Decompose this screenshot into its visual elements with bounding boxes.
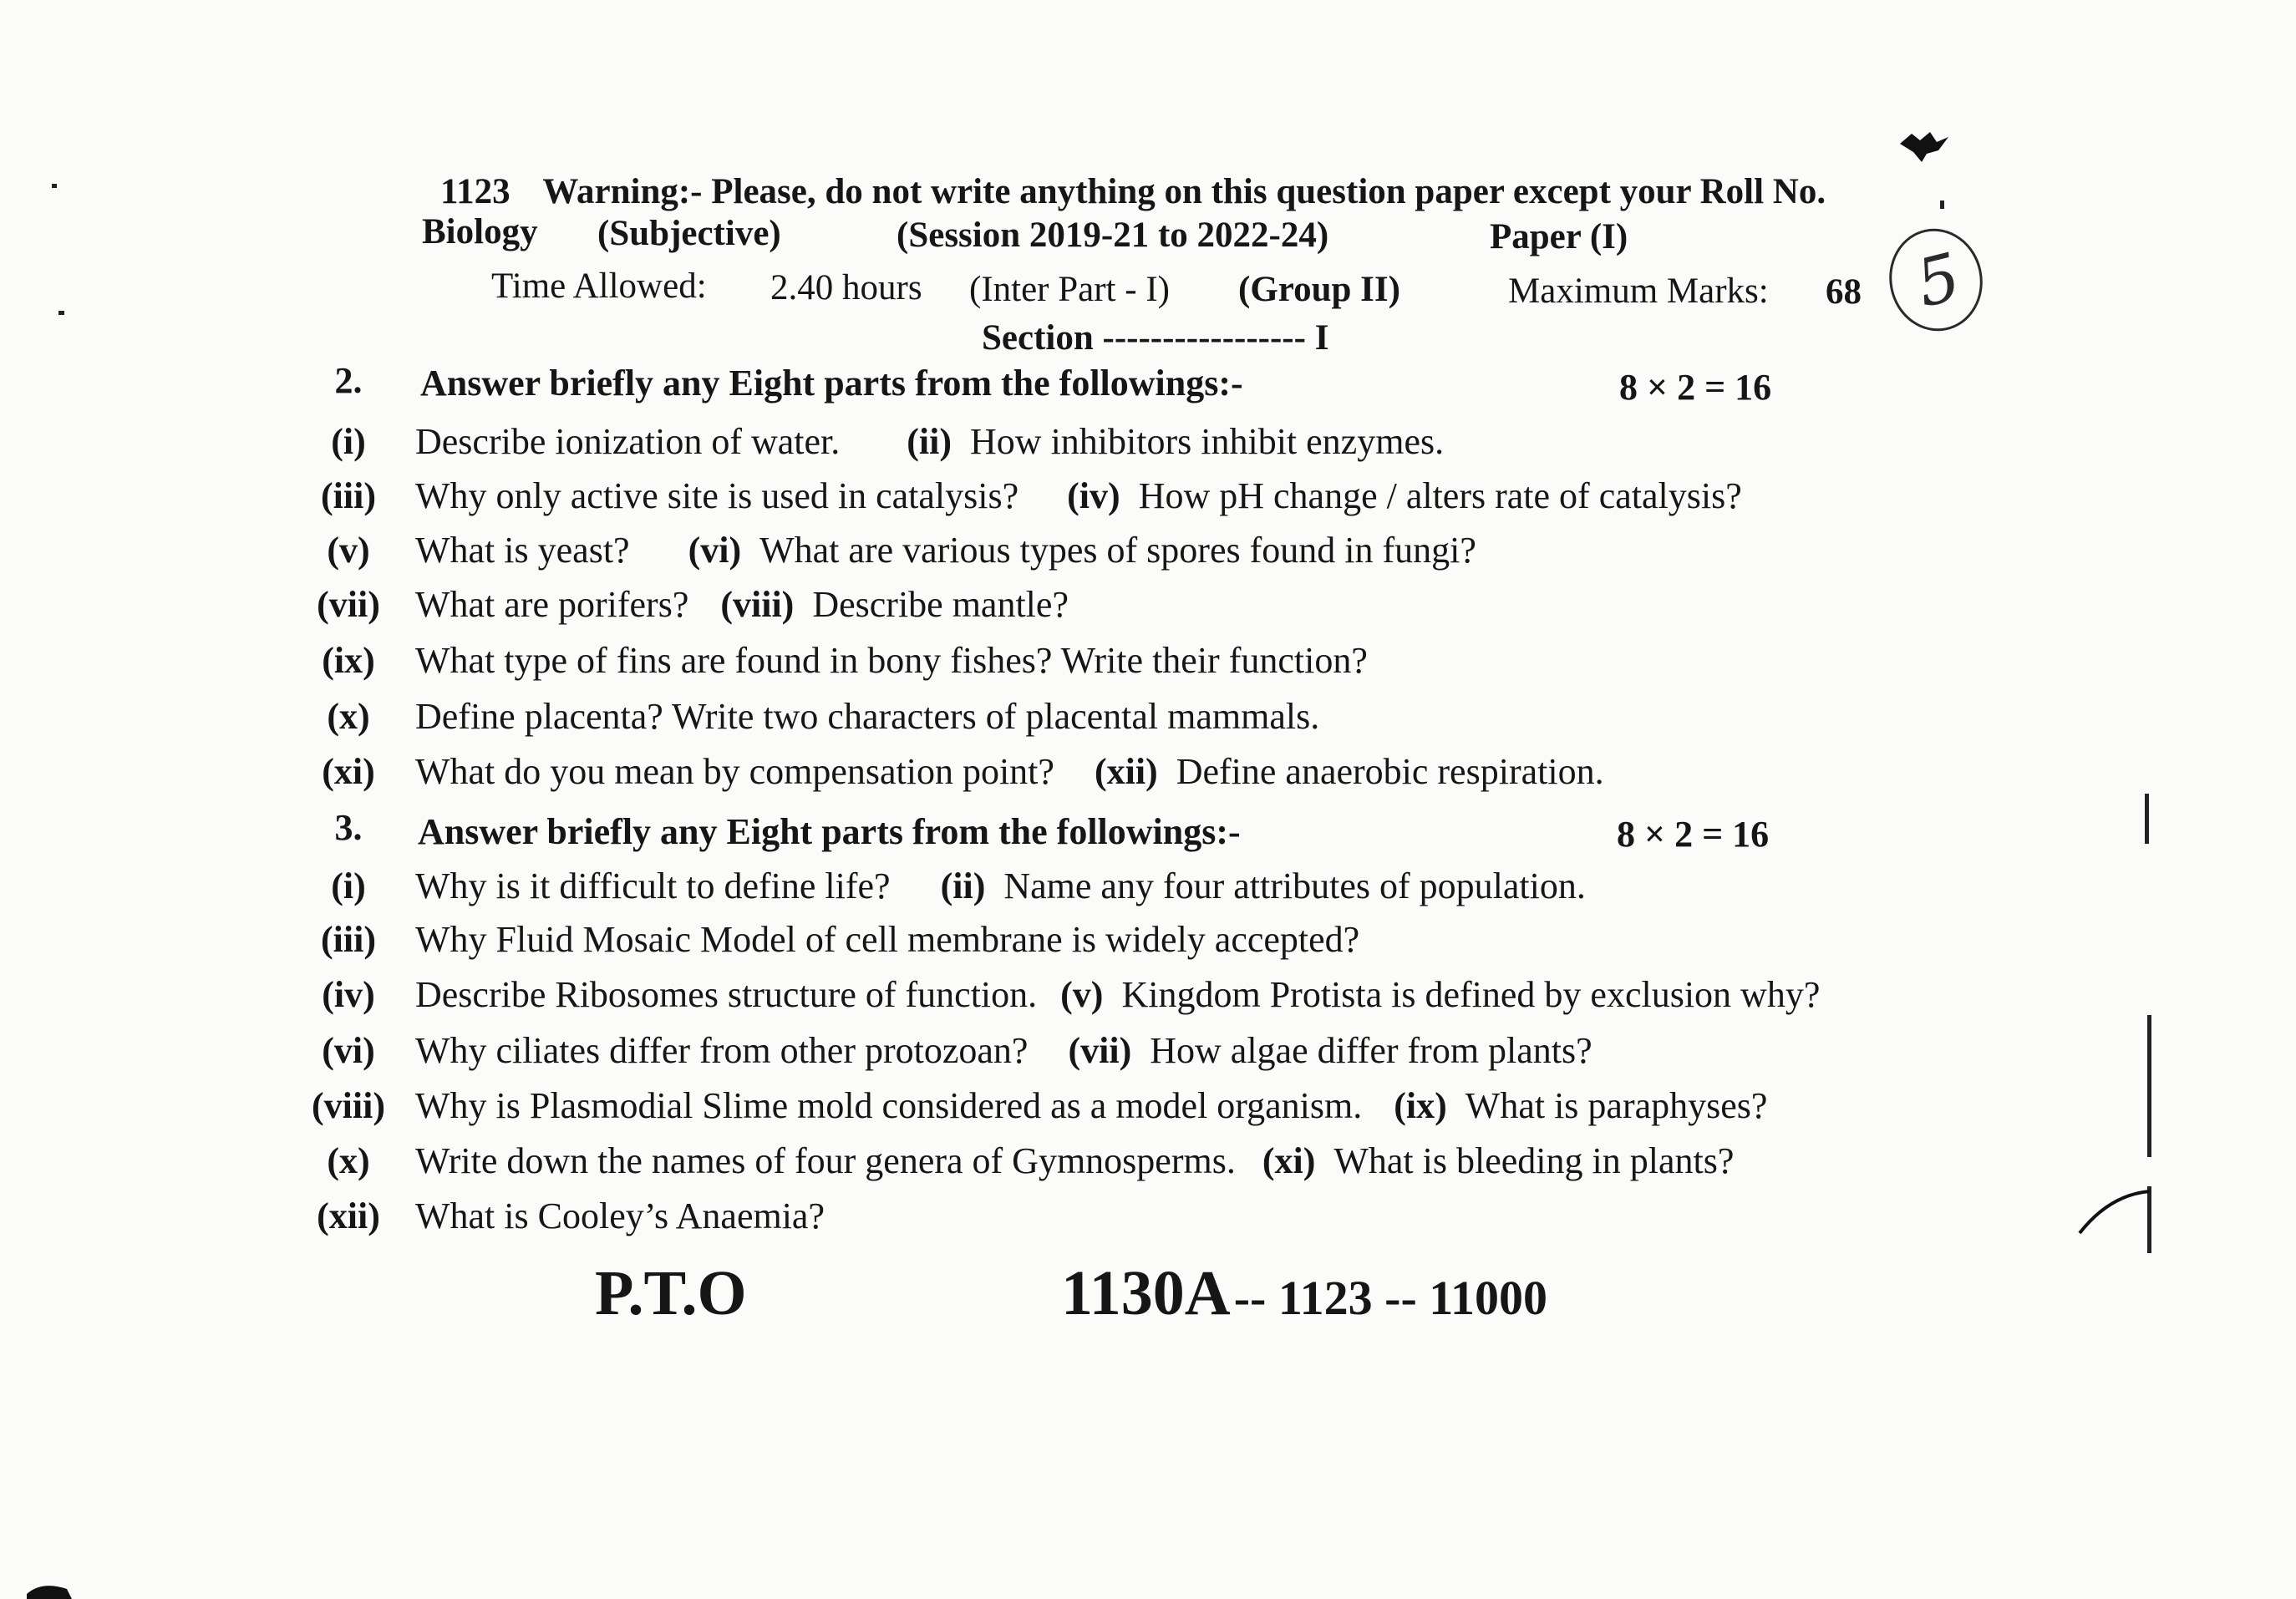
q2-sub-part-label: (ii) <box>907 421 952 462</box>
q2-question-text: What are porifers? <box>415 584 689 625</box>
q3-question-text: How algae differ from plants? <box>1150 1030 1592 1071</box>
q3-question-text: Describe Ribosomes structure of function. <box>415 974 1038 1015</box>
q3-part-number: (vi) <box>322 1030 375 1071</box>
q3-part-number: (viii) <box>312 1085 385 1126</box>
inter-part: (Inter Part - I) <box>969 270 1170 309</box>
q3-question-text: What is bleeding in plants? <box>1333 1140 1735 1181</box>
scan-bracket <box>2076 1186 2156 1236</box>
q3-question-text: Name any four attributes of population. <box>1003 865 1586 906</box>
q3-part-number: (iv) <box>322 974 375 1015</box>
footer-code-main: 1130A <box>1061 1258 1231 1328</box>
q2-part-number: (vii) <box>317 584 380 625</box>
q2-part-number: (x) <box>327 696 370 737</box>
q2-part-line <box>415 695 1319 738</box>
q3-sub-part-label: (xi) <box>1262 1140 1316 1181</box>
q3-question-text: Why Fluid Mosaic Model of cell membrane is widely accepted? <box>415 919 1360 960</box>
q2-part-line <box>415 420 1444 463</box>
q3-question-text: Why is Plasmodial Slime mold considered as a model organism. <box>415 1085 1363 1126</box>
q2-question-text: Describe mantle? <box>812 584 1069 625</box>
group: (Group II) <box>1238 270 1400 309</box>
q2-marks: 8 × 2 = 16 <box>1619 367 1772 408</box>
q2-part-number: (v) <box>327 530 370 571</box>
warning-text: Warning:- Please, do not write anything on this question paper except your Roll No. <box>542 172 1826 211</box>
q3-part-line <box>415 1140 1734 1182</box>
paper-code-warning <box>440 171 1826 212</box>
q3-sub-part-label: (ix) <box>1394 1085 1447 1126</box>
q2-part-number: (ix) <box>322 640 375 681</box>
q2-instruction: Answer briefly any Eight parts from the followings:- <box>420 363 1243 404</box>
q2-number: 2. <box>334 360 363 401</box>
section-heading: Section ----------------- I <box>982 318 1329 358</box>
q3-number: 3. <box>334 807 363 848</box>
handwritten-circle-mark <box>1884 221 1993 338</box>
q2-question-text: How inhibitors inhibit enzymes. <box>970 421 1445 462</box>
q3-part-number: (xii) <box>317 1195 380 1236</box>
q3-part-line <box>415 1195 825 1237</box>
marks-label: Maximum Marks: <box>1508 272 1769 311</box>
q2-part-number: (i) <box>331 421 366 462</box>
scan-blot <box>1897 125 1955 167</box>
q3-part-number: (x) <box>327 1140 370 1181</box>
q3-question-text: Kingdom Protista is defined by exclusion why? <box>1121 974 1821 1015</box>
q3-instruction: Answer briefly any Eight parts from the followings:- <box>418 811 1241 852</box>
handwritten-mark-text: 5 <box>1909 239 1968 322</box>
q2-sub-part-label: (viii) <box>720 584 795 625</box>
q3-question-text: Why ciliates differ from other protozoan? <box>415 1030 1029 1071</box>
footer-code <box>1061 1257 1547 1330</box>
q3-question-text: Write down the names of four genera of Gymnosperms. <box>415 1140 1236 1181</box>
q2-part-line <box>415 639 1368 682</box>
subject: Biology <box>422 212 538 251</box>
footer-code-rest: -- 1123 -- 11000 <box>1233 1271 1548 1325</box>
q2-sub-part-label: (iv) <box>1067 475 1120 516</box>
q2-part-number: (xi) <box>322 751 375 792</box>
scan-edge-line <box>2147 1015 2151 1157</box>
q2-part-line <box>415 529 1476 571</box>
q3-part-line <box>415 918 1359 961</box>
marks-value: 68 <box>1826 272 1862 312</box>
scan-speck <box>58 311 64 315</box>
q3-part-line <box>415 1084 1767 1127</box>
q2-question-text: Describe ionization of water. <box>415 421 841 462</box>
paper-code: 1123 <box>440 172 511 211</box>
q3-part-line <box>415 973 1820 1016</box>
scan-speck <box>52 184 57 188</box>
q2-sub-part-label: (vi) <box>688 530 742 571</box>
q3-question-text: Why is it difficult to define life? <box>415 865 891 906</box>
q2-question-text: What are various types of spores found in fungi? <box>759 530 1476 571</box>
q2-sub-part-label: (xii) <box>1094 751 1158 792</box>
q2-question-text: How pH change / alters rate of catalysis? <box>1138 475 1742 516</box>
q3-part-number: (i) <box>331 865 366 906</box>
q2-question-text: What is yeast? <box>415 530 630 571</box>
paper-number: Paper (I) <box>1490 217 1628 256</box>
scan-edge-line <box>2145 794 2149 844</box>
q2-part-number: (iii) <box>321 475 376 516</box>
q2-part-line <box>415 583 1069 626</box>
q3-sub-part-label: (ii) <box>940 865 986 906</box>
q3-sub-part-label: (vii) <box>1068 1030 1132 1071</box>
q2-part-line <box>415 475 1742 517</box>
q3-part-line <box>415 1029 1592 1072</box>
time-label: Time Allowed: <box>491 266 707 306</box>
time-value: 2.40 hours <box>770 268 922 307</box>
q2-question-text: Why only active site is used in catalysis? <box>415 475 1019 516</box>
paper-type: (Subjective) <box>597 214 781 253</box>
q2-part-line <box>415 750 1604 793</box>
q3-part-line <box>415 865 1586 907</box>
q2-question-text: What type of fins are found in bony fishes? Write their function? <box>415 640 1368 681</box>
q2-question-text: What do you mean by compensation point? <box>415 751 1054 792</box>
scan-speck <box>1940 201 1944 209</box>
q2-question-text: Define anaerobic respiration. <box>1176 751 1604 792</box>
q3-question-text: What is paraphyses? <box>1465 1085 1768 1126</box>
scan-blot <box>25 1577 75 1599</box>
q3-part-number: (iii) <box>321 919 376 960</box>
pto-label: P.T.O <box>595 1258 747 1328</box>
q3-sub-part-label: (v) <box>1060 974 1104 1015</box>
q3-marks: 8 × 2 = 16 <box>1617 814 1770 855</box>
q2-question-text: Define placenta? Write two characters of placental mammals. <box>415 696 1320 737</box>
session: (Session 2019-21 to 2022-24) <box>897 216 1329 255</box>
q3-question-text: What is Cooley’s Anaemia? <box>415 1195 825 1236</box>
